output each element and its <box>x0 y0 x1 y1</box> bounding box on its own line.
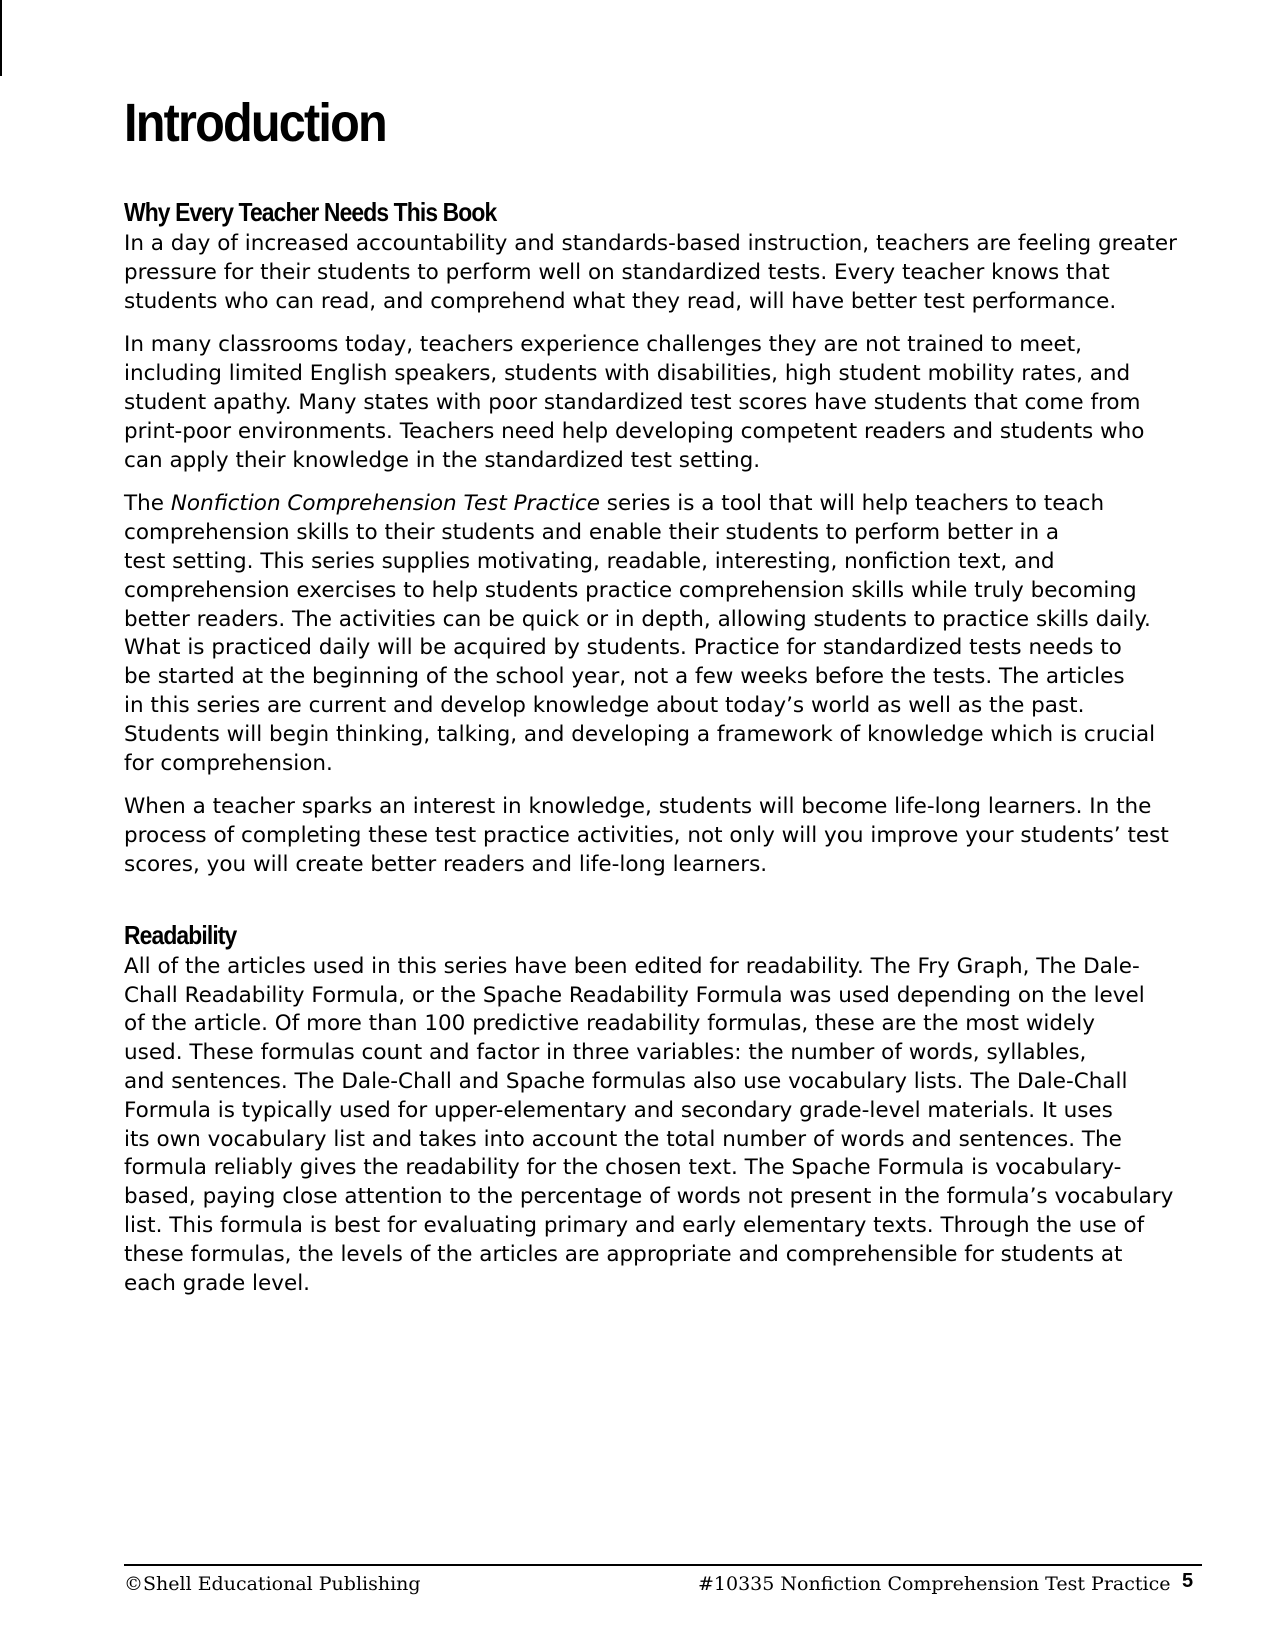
series-text-before: The <box>124 491 171 517</box>
paragraph-accountability: In a day of increased accountability and standards-based instruction, teachers are feeling greater pressure for their students to perform well on standardized tests. Every teacher knows that students who can read, and comprehend what they read, will have better test performance. <box>124 231 1177 314</box>
footer-book-title: #10335 Nonfiction Comprehension Test Practice <box>698 1573 1171 1595</box>
footer-rule <box>124 1564 1202 1566</box>
section-heading-why-teacher: Why Every Teacher Needs This Book <box>124 197 497 227</box>
page-title: Introduction <box>124 93 386 153</box>
section-spacer <box>124 895 1204 919</box>
crop-mark <box>0 0 2 76</box>
page-number: 5 <box>1182 1570 1194 1592</box>
footer-publisher: ©Shell Educational Publishing <box>124 1573 421 1595</box>
paragraph-classroom-challenges: In many classrooms today, teachers experience challenges they are not trained to meet, including limited English speakers, students with disabilities, high student mobility rates, and student apathy. Many states with poor standardized test scores have students that come from print-poor environments. Teachers need help developing competent readers and students who can apply their knowledge in the standardized test setting. <box>124 332 1145 473</box>
page-content <box>124 93 1204 1313</box>
series-text-after: series is a tool that will help teachers to teach comprehension skills to their students and enable their students to perform better in a test setting. This series supplies motivating, readable, interesting, nonfiction text, and comprehension exercises to help students practice comprehension skills while truly becoming better readers. The activities can be quick or in depth, allowing students to practice skills daily. What is practiced daily will be acquired by students. Practice for standardized tests needs to be started at the beginning of the school year, not a few weeks before the tests. The articles in this series are current and develop knowledge about today’s world as well as the past. Students will begin thinking, talking, and developing a framework of knowledge which is crucial for comprehension. <box>124 491 1156 776</box>
paragraph-readability: All of the articles used in this series have been edited for readability. The Fry Graph, The Dale- Chall Readability Formula, or the Spache Readability Formula was used depending on the level of the article. Of more than 100 predictive readability formulas, these are the most widely used. These formulas count and factor in three variables: the number of words, syllables, and sentences. The Dale-Chall and Spache formulas also use vocabulary lists. The Dale-Chall Formula is typically used for upper-elementary and secondary grade-level materials. It uses its own vocabulary list and takes into account the total number of words and sentences. The formula reliably gives the readability for the chosen text. The Spache Formula is vocabulary- based, paying close attention to the percentage of words not present in the formula’s vocabulary list. This formula is best for evaluating primary and early elementary texts. Through the use of these formulas, the levels of the articles are appropriate and comprehensible for students at each grade level. <box>124 953 1174 1296</box>
series-title-italic: Nonfiction Comprehension Test Practice <box>170 491 600 517</box>
section-heading-readability: Readability <box>124 919 237 950</box>
paragraph-series-description <box>124 490 1204 778</box>
paragraph-life-long-learners: When a teacher sparks an interest in knowledge, students will become life-long learners. In the process of completing these test practice activities, not only will you improve your students’ test scores, you will create better readers and life-long learners. <box>124 794 1169 877</box>
